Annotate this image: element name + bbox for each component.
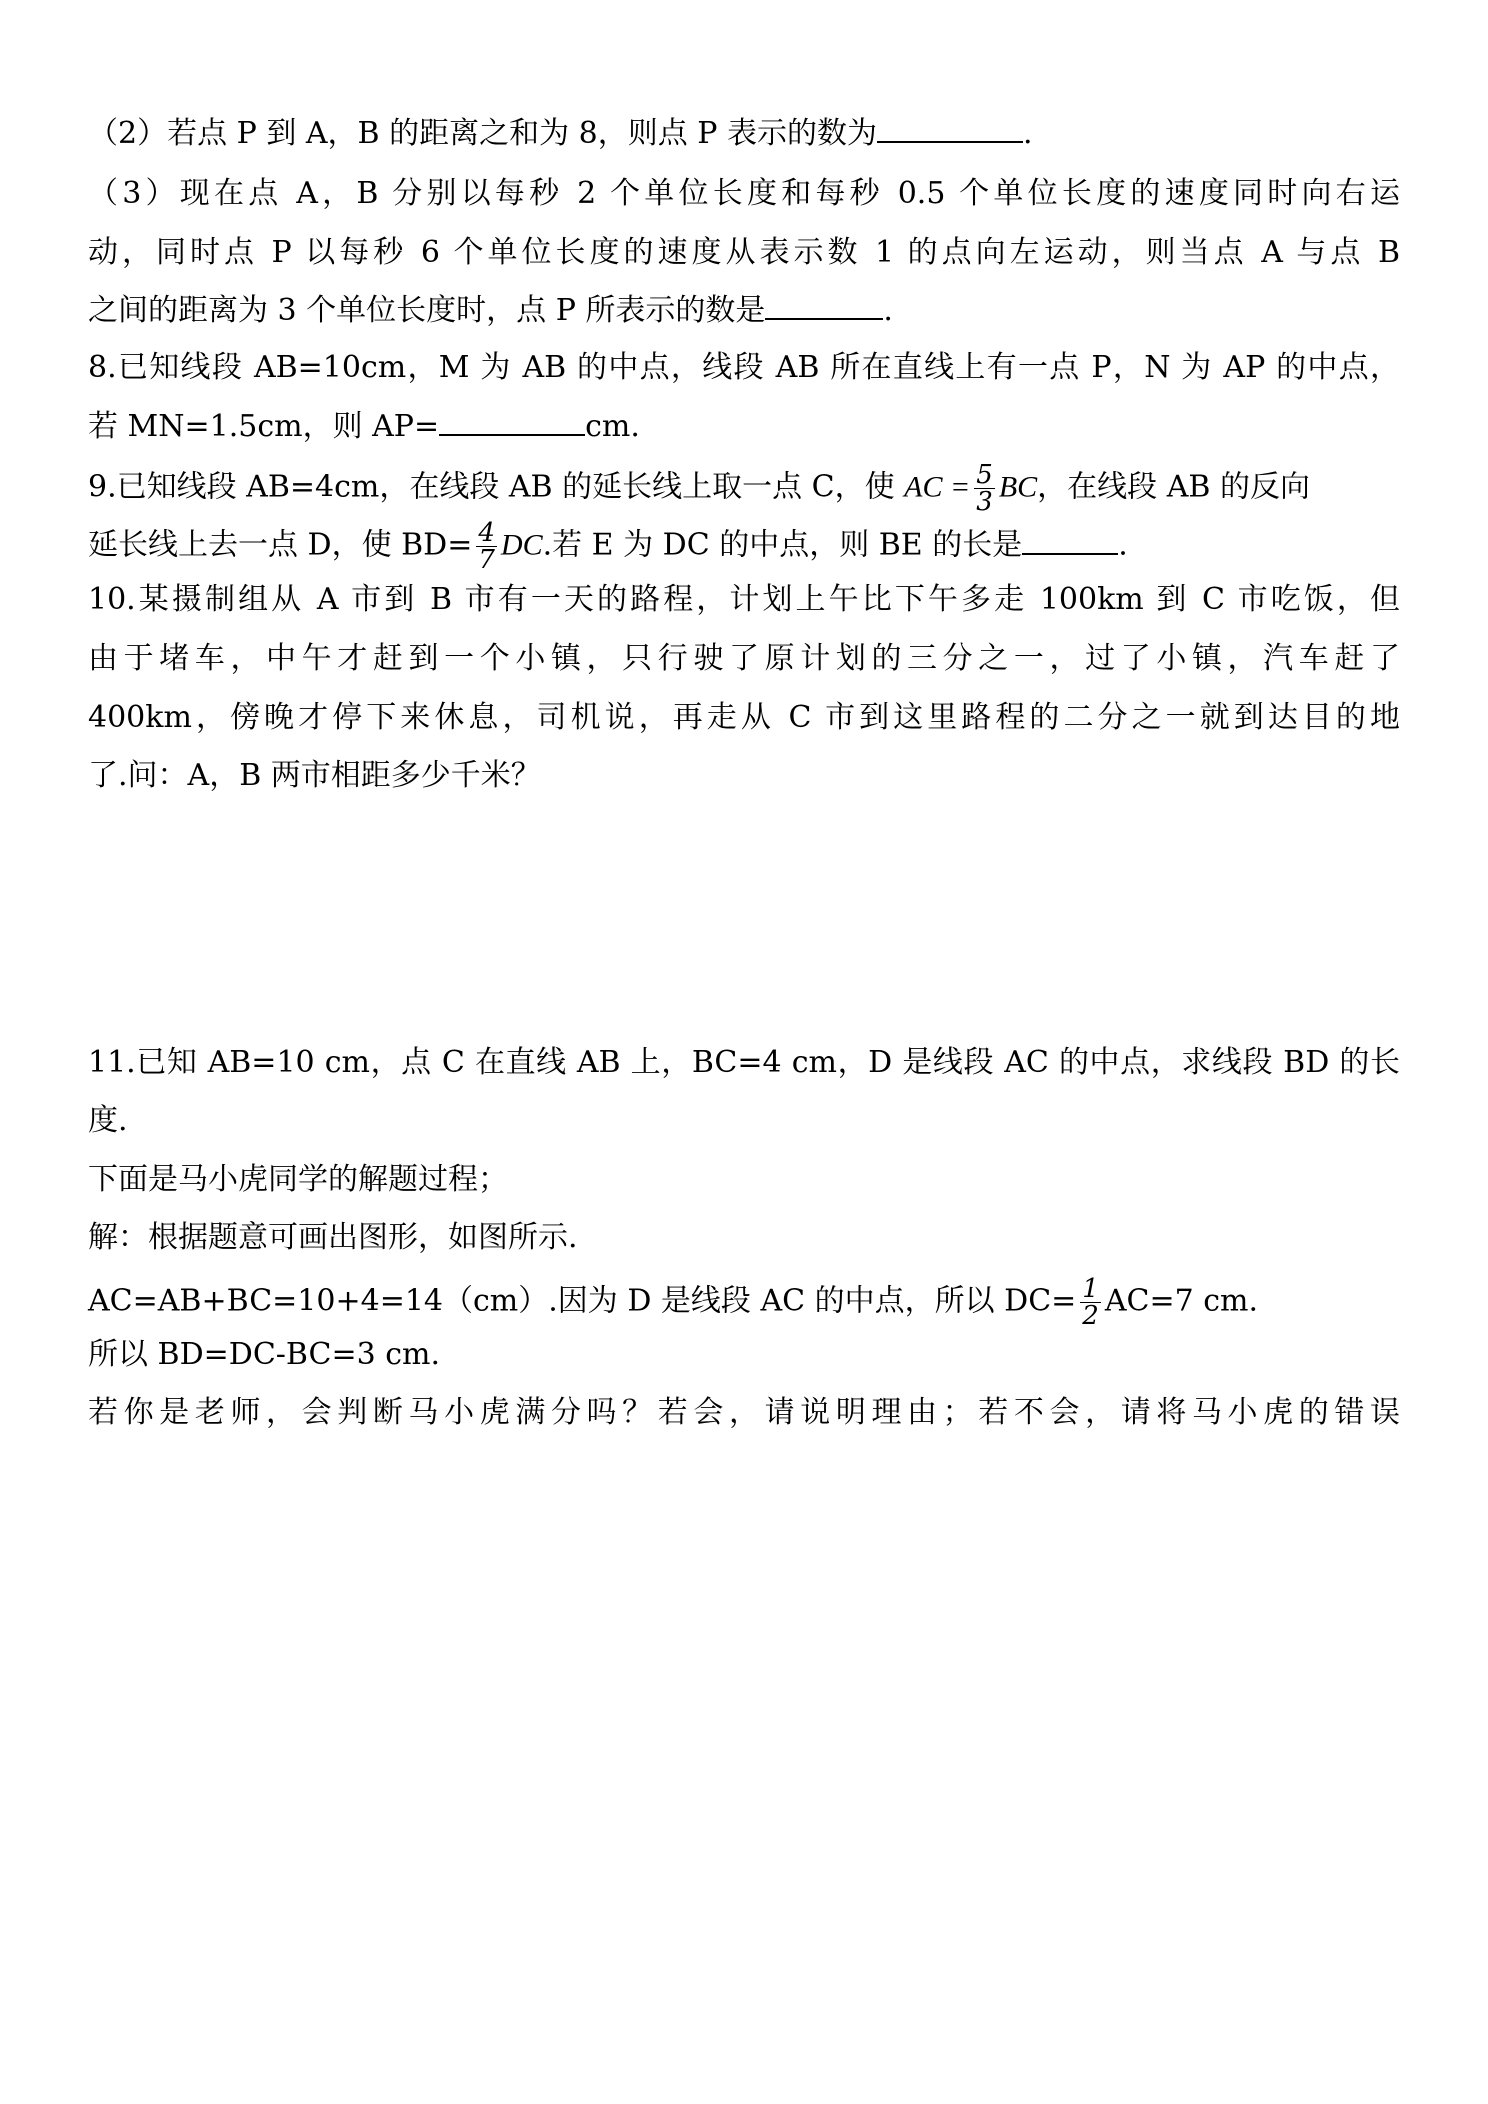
q7-part3-line-3 xyxy=(88,290,1400,330)
q11-line-1: 11.已知 AB=10 cm，点 C 在直线 AB 上，BC=4 cm，D 是线段 AC 的中点，求线段 BD 的长 xyxy=(88,1045,1400,1080)
q7-part3-line-1: （3）现在点 A，B 分别以每秒 2 个单位长度和每秒 0.5 个单位长度的速度同时向右运 xyxy=(88,176,1400,211)
q11-line-6: 所以 BD=DC-BC=3 cm. xyxy=(88,1337,441,1372)
q10-line-3: 400km，傍晚才停下来休息，司机说，再走从 C 市到这里路程的二分之一就到达目的地 xyxy=(88,700,1400,735)
q11-line-2: 度. xyxy=(88,1103,128,1138)
q11-line-5-text: AC=AB+BC=10+4=14（cm）.因为 D 是线段 AC 的中点，所以 DC= xyxy=(88,1283,1077,1319)
q9-line-1 xyxy=(88,460,1400,517)
q11-fraction-1-2 xyxy=(1080,1276,1101,1329)
q9-fraction-5-3 xyxy=(974,462,995,515)
q9-line-1-rest: ，在线段 AB 的反向 xyxy=(1037,469,1310,505)
q10-line-1: 10.某摄制组从 A 市到 B 市有一天的路程，计划上午比下午多走 100km 到 C 市吃饭，但 xyxy=(88,582,1400,617)
q9-fraction-4-7 xyxy=(476,520,497,573)
q9-frac1-denominator: 3 xyxy=(976,487,993,517)
q11-line-5-rest: AC=7 cm. xyxy=(1104,1283,1259,1319)
q9-frac2-denominator: 7 xyxy=(478,545,495,575)
q10-line-4: 了.问：A，B 两市相距多少千米？ xyxy=(88,758,541,793)
q9-answer-blank[interactable] xyxy=(1022,525,1118,555)
q11-line-3: 下面是马小虎同学的解题过程； xyxy=(88,1162,508,1197)
q9-end: . xyxy=(1118,527,1128,563)
q9-math-bc: BC xyxy=(998,470,1038,504)
q7-part2-end: . xyxy=(1023,116,1033,151)
q7-part2-line xyxy=(88,113,1400,153)
q9-line-2 xyxy=(88,518,1400,575)
q7-part2-answer-blank[interactable] xyxy=(877,113,1023,143)
q8-answer-blank[interactable] xyxy=(439,406,585,436)
q9-math-ac: AC = xyxy=(904,470,971,504)
q8-line-2 xyxy=(88,406,1400,446)
q11-line-7: 若你是老师，会判断马小虎满分吗？若会，请说明理由；若不会，请将马小虎的错误 xyxy=(88,1395,1400,1430)
q9-line-2-rest: .若 E 为 DC 的中点，则 BE 的长是 xyxy=(542,527,1023,563)
q9-frac2-numerator: 4 xyxy=(478,518,495,548)
q11-line-4: 解：根据题意可画出图形，如图所示. xyxy=(88,1220,578,1255)
q11-frac-numerator: 1 xyxy=(1082,1274,1099,1304)
q7-part3-end: . xyxy=(883,293,893,328)
q7-part2-text: （2）若点 P 到 A，B 的距离之和为 8，则点 P 表示的数为 xyxy=(88,116,878,151)
q11-line-5 xyxy=(88,1274,1400,1331)
q7-part3-answer-blank[interactable] xyxy=(765,290,883,320)
q7-part3-line-2: 动，同时点 P 以每秒 6 个单位长度的速度从表示数 1 的点向左运动，则当点 A 与点 B xyxy=(88,235,1400,270)
q10-line-2: 由于堵车，中午才赶到一个小镇，只行驶了原计划的三分之一，过了小镇，汽车赶了 xyxy=(88,641,1400,676)
q8-line-1: 8.已知线段 AB=10cm，M 为 AB 的中点，线段 AB 所在直线上有一点 P，N 为 AP 的中点， xyxy=(88,350,1400,385)
q8-unit: cm. xyxy=(585,409,640,444)
q7-part3-line-3-text: 之间的距离为 3 个单位长度时，点 P 所表示的数是 xyxy=(88,293,766,328)
q9-line-1-text: 9.已知线段 AB=4cm，在线段 AB 的延长线上取一点 C，使 xyxy=(88,469,895,505)
q11-frac-denominator: 2 xyxy=(1082,1301,1099,1331)
q9-frac1-numerator: 5 xyxy=(976,460,993,490)
q8-line-2-text: 若 MN=1.5cm，则 AP= xyxy=(88,409,440,444)
q9-math-dc: DC xyxy=(500,528,543,562)
q9-line-2-text: 延长线上去一点 D，使 BD= xyxy=(88,527,473,563)
